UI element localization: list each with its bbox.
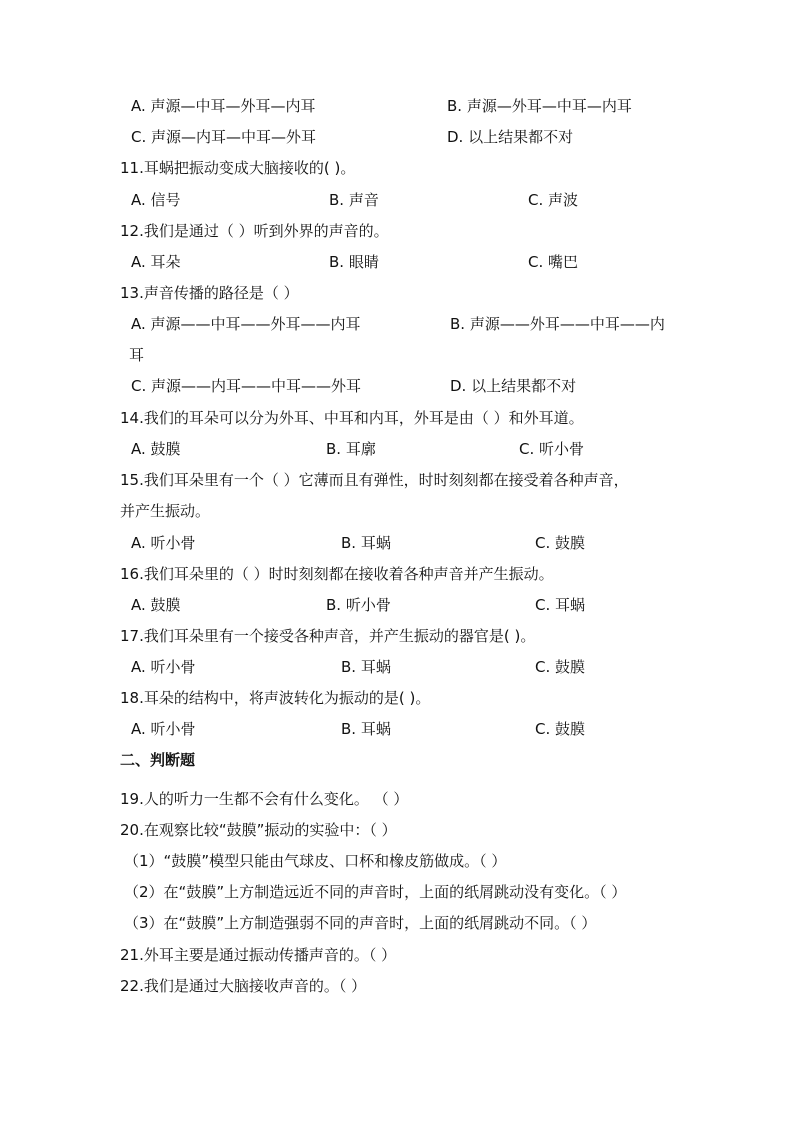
q17-option-a: A. 听小骨 [131,658,196,676]
q15-option-b: B. 耳蜗 [341,534,391,552]
q20-sub-1: （1）“鼓膜”模型只能由气球皮、口杯和橡皮筋做成。（ ） [124,852,507,870]
q11-option-a: A. 信号 [131,191,181,209]
q14-option-b: B. 耳廓 [326,440,376,458]
q18-stem: 18.耳朵的结构中，将声波转化为振动的是( )。 [120,689,431,707]
q10-option-b: B. 声源—外耳—中耳—内耳 [447,97,632,115]
section-title-true-false: 二、判断题 [120,751,196,769]
q11-option-b: B. 声音 [329,191,379,209]
q13-option-b-wrap: 耳 [129,346,145,364]
q14-option-c: C. 听小骨 [519,440,585,458]
q11-option-c: C. 声波 [528,191,579,209]
q10-option-a: A. 声源—中耳—外耳—内耳 [131,97,316,115]
q15-option-c: C. 鼓膜 [535,534,586,552]
q22-stem: 22.我们是通过大脑接收声音的。（ ） [120,977,367,995]
q13-option-d: D. 以上结果都不对 [450,377,577,395]
q16-stem: 16.我们耳朵里的（ ）时时刻刻都在接收着各种声音并产生振动。 [120,565,554,583]
q18-option-a: A. 听小骨 [131,720,196,738]
q17-option-b: B. 耳蜗 [341,658,391,676]
q16-option-c: C. 耳蜗 [535,596,586,614]
q15-stem: 15.我们耳朵里有一个（ ）它薄而且有弹性，时时刻刻都在接受着各种声音， [120,471,629,489]
q14-stem: 14.我们的耳朵可以分为外耳、中耳和内耳，外耳是由（ ）和外耳道。 [120,409,584,427]
q18-option-b: B. 耳蜗 [341,720,391,738]
q15-option-a: A. 听小骨 [131,534,196,552]
q11-stem: 11.耳蜗把振动变成大脑接收的( )。 [120,159,356,177]
q12-stem: 12.我们是通过（ ）听到外界的声音的。 [120,222,389,240]
q17-stem: 17.我们耳朵里有一个接受各种声音，并产生振动的器官是( )。 [120,627,536,645]
q20-sub-2: （2）在“鼓膜”上方制造远近不同的声音时，上面的纸屑跳动没有变化。（ ） [124,883,627,901]
q18-option-c: C. 鼓膜 [535,720,586,738]
q10-option-d: D. 以上结果都不对 [447,128,574,146]
q15-stem-wrap: 并产生振动。 [120,502,211,520]
q17-option-c: C. 鼓膜 [535,658,586,676]
q19-stem: 19.人的听力一生都不会有什么变化。 （ ） [120,790,409,808]
q16-option-b: B. 听小骨 [326,596,391,614]
q12-option-c: C. 嘴巴 [528,253,579,271]
q13-option-b: B. 声源——外耳——中耳——内 [450,315,665,333]
q14-option-a: A. 鼓膜 [131,440,181,458]
q13-option-c: C. 声源——内耳——中耳——外耳 [131,377,362,395]
q21-stem: 21.外耳主要是通过振动传播声音的。（ ） [120,946,397,964]
q12-option-b: B. 眼睛 [329,253,379,271]
q20-sub-3: （3）在“鼓膜”上方制造强弱不同的声音时，上面的纸屑跳动不同。（ ） [124,914,597,932]
q12-option-a: A. 耳朵 [131,253,181,271]
q16-option-a: A. 鼓膜 [131,596,181,614]
q13-stem: 13.声音传播的路径是（ ） [120,284,299,302]
q10-option-c: C. 声源—内耳—中耳—外耳 [131,128,317,146]
q13-option-a: A. 声源——中耳——外耳——内耳 [131,315,361,333]
q20-stem: 20.在观察比较“鼓膜”振动的实验中：（ ） [120,821,397,839]
